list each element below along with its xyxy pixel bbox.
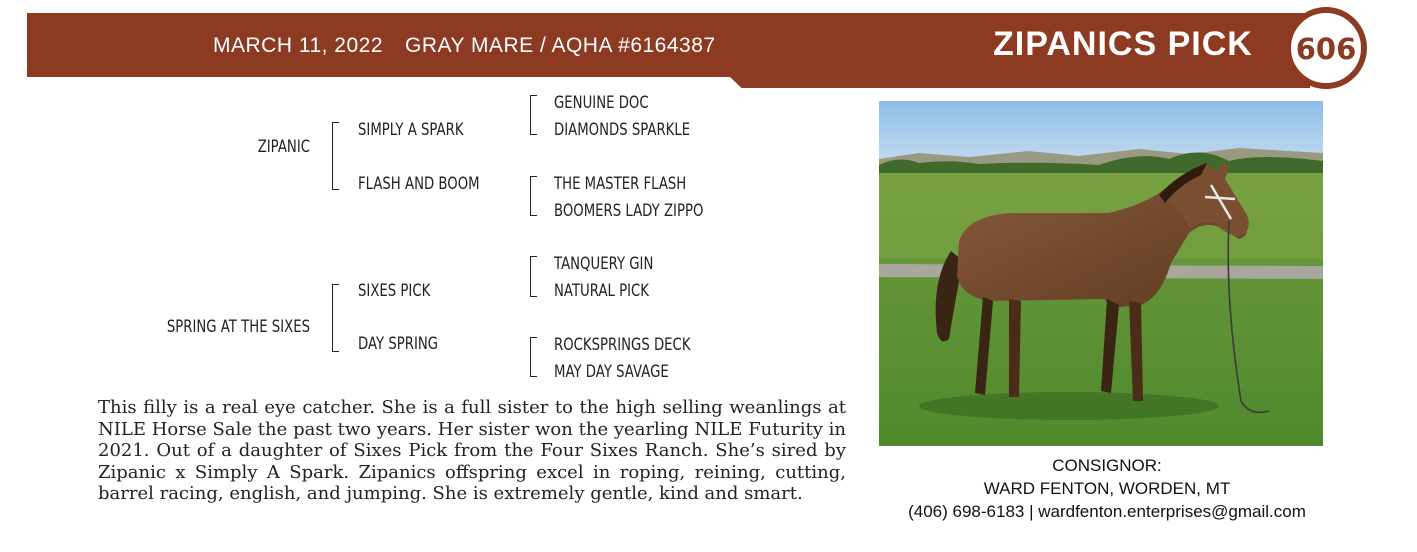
pedigree-sire-sire: SIMPLY A SPARK: [358, 120, 464, 140]
pedigree-dam: SPRING AT THE SIXES: [166, 317, 310, 337]
horse-description: GRAY MARE / AQHA #6164387: [405, 34, 716, 57]
pedigree-bracket: [530, 95, 537, 135]
horse-photo: [879, 101, 1323, 446]
pedigree-sire-sire-dam: DIAMONDS SPARKLE: [554, 120, 691, 140]
pedigree-sire-dam-dam: BOOMERS LADY ZIPPO: [554, 201, 704, 221]
pedigree-bracket: [530, 176, 537, 216]
consignor-label: CONSIGNOR:: [1052, 456, 1162, 475]
pedigree-dam-sire-sire: TANQUERY GIN: [554, 254, 654, 274]
header-banner-tab: [730, 77, 1310, 88]
horse-meta: [213, 34, 716, 58]
pedigree-sire-sire-sire: GENUINE DOC: [554, 93, 649, 113]
pedigree-sire: ZIPANIC: [257, 137, 310, 157]
lot-badge: [1285, 7, 1367, 89]
pedigree-bracket: [332, 284, 339, 352]
consignor-block: [879, 454, 1335, 523]
pedigree-dam-dam-sire: ROCKSPRINGS DECK: [554, 335, 691, 355]
pedigree-dam-sire: SIXES PICK: [358, 281, 431, 301]
pedigree-bracket: [332, 122, 339, 190]
consignor-name: WARD FENTON, WORDEN, MT: [983, 479, 1231, 498]
pedigree-dam-dam-dam: MAY DAY SAVAGE: [554, 362, 669, 382]
lot-number: 606: [1295, 32, 1357, 66]
horse-name: ZIPANICS PICK: [993, 25, 1253, 63]
horse-description-paragraph: This filly is a real eye catcher. She is a full sister to the high selling weanlings at NILE Horse Sale the past two years. Her sister won the yearling NILE Futurity in 2021. Out of a daughter of Sixes Pick from the Four Sixes Ranch. She’s sired by Zipanic x Simply A Spark. Zipanics offspring excel in roping, reining, cutting, barrel racing, english, and jumping. She is extremely gentle, kind and smart.: [98, 397, 846, 504]
pedigree-bracket: [530, 256, 537, 297]
pedigree-sire-dam: FLASH AND BOOM: [358, 174, 480, 194]
pedigree-dam-sire-dam: NATURAL PICK: [554, 281, 649, 301]
pedigree-dam-dam: DAY SPRING: [358, 334, 439, 354]
consignor-contact: (406) 698-6183 | wardfenton.enterprises@gmail.com: [908, 502, 1306, 521]
pedigree-sire-dam-sire: THE MASTER FLASH: [554, 174, 687, 194]
pedigree-bracket: [530, 337, 537, 377]
foaling-date: MARCH 11, 2022: [213, 34, 384, 57]
